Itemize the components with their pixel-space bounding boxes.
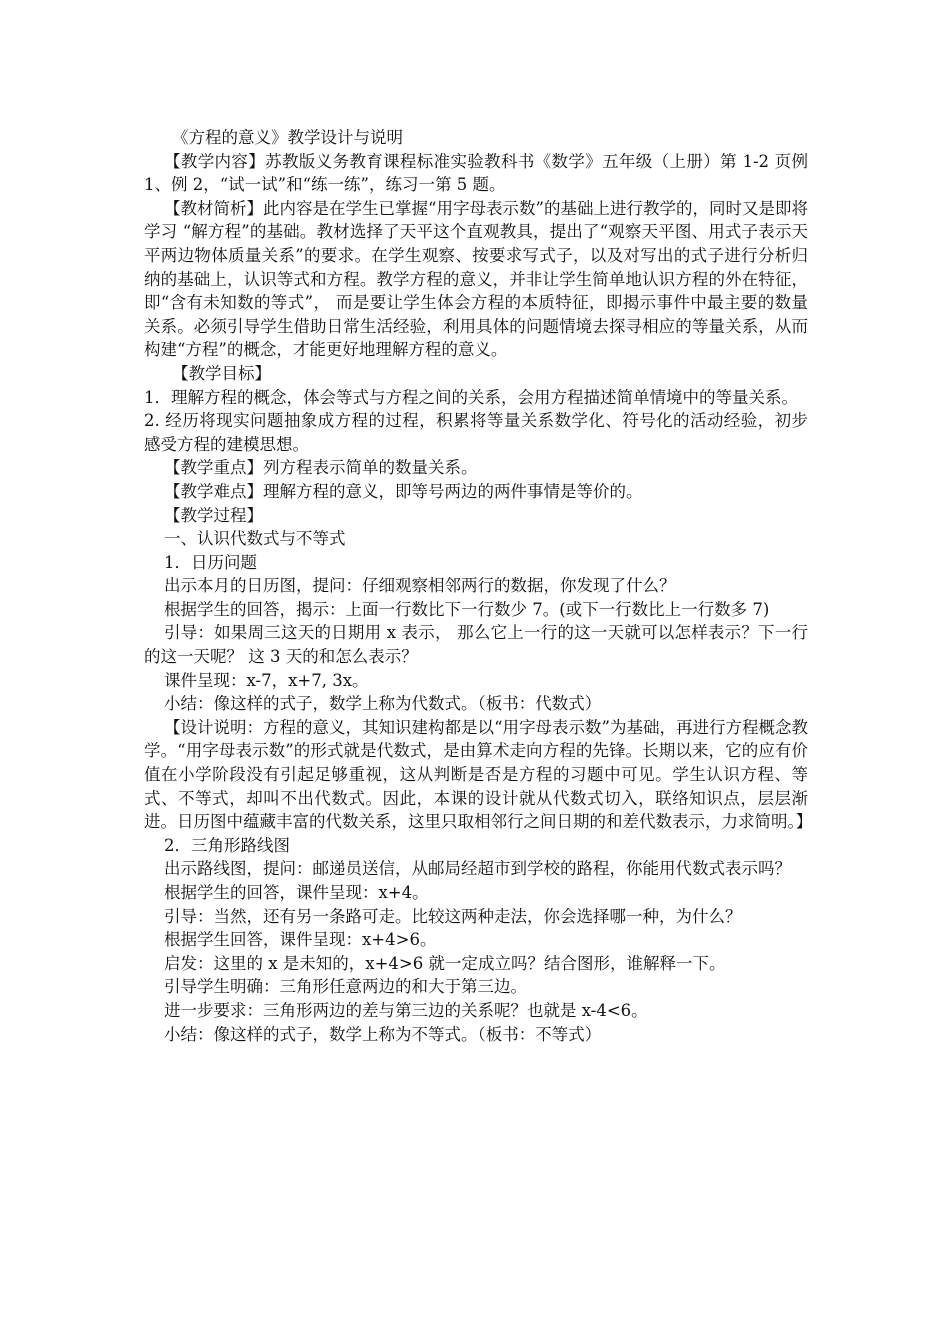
paragraph: 引导：如果周三这天的日期用 x 表示， 那么它上一行的这一天就可以怎样表示？下一行的这一天呢？ 这 3 天的和怎么表示？ (144, 623, 808, 667)
paragraph: 小结：像这样的式子，数学上称为代数式。（板书：代数式） (164, 694, 602, 714)
paragraph: 2．三角形路线图 (164, 835, 290, 855)
paragraph: 1．日历问题 (164, 552, 257, 572)
paragraph: 2. 经历将现实问题抽象成方程的过程，积累将等量关系数学化、符号化的活动经验，初步感受方程的建模思想。 (144, 411, 808, 454)
paragraph: 【教材简析】此内容是在学生已掌握“用字母表示数”的基础上进行教学的，同时又是即将学习 “解方程”的基础。教材选择了天平这个直观教具，提出了“观察天平图、用式子表示天平两边物体质量关系”的要求。在学生观察、按要求写式子，以及对写出的式子进行分析归纳的基础上，认识等式和方程。教学方程的意义，并非让学生简单地认识方程的外在特征，即“含有未知数的等式”， 而是要让学生体会方程的本质特征，即揭示事件中最主要的数量关系。必须引导学生借助日常生活经验，利用具体的问题情境去探寻相应的等量关系，从而构建“方程”的概念，才能更好地理解方程的意义。 (144, 198, 808, 360)
document-title: 《方程的意义》教学设计与说明 (172, 128, 403, 147)
paragraph: 根据学生的回答，揭示：上面一行数比下一行数少 7。(或下一行数比上一行数多 7) (164, 599, 770, 619)
paragraph-list (144, 150, 813, 1047)
paragraph: 出示本月的日历图，提问：仔细观察相邻两行的数据，你发现了什么？ (164, 576, 676, 596)
paragraph: 一、认识代数式与不等式 (164, 529, 346, 549)
paragraph: 1．理解方程的概念，体会等式与方程之间的关系，会用方程描述简单情境中的等量关系。 (144, 387, 798, 407)
paragraph: 【设计说明：方程的意义，其知识建构都是以“用字母表示数”为基础，再进行方程概念教学。“用字母表示数”的形式就是代数式，是由算术走向方程的先锋。长期以来，它的应有价值在小学阶段没有引起足够重视，这从判断是否是方程的习题中可见。学生认识方程、等式、不等式，却叫不出代数式。因此，本课的设计就从代数式切入，联络知识点，层层渐进。日历图中蕴藏丰富的代数关系，这里只取相邻行之间日期的和差代数表示，力求简明。】 (144, 717, 813, 832)
paragraph: 根据学生的回答，课件呈现：x+4。 (164, 883, 429, 902)
paragraph: 引导学生明确：三角形任意两边的和大于第三边。 (164, 977, 527, 997)
paragraph: 【教学难点】理解方程的意义，即等号两边的两件事情是等价的。 (164, 481, 643, 501)
paragraph: 引导：当然，还有另一条路可走。比较这两种走法，你会选择哪一种，为什么？ (164, 906, 742, 926)
paragraph: 【教学重点】列方程表示简单的数量关系。 (164, 458, 478, 478)
paragraph: 进一步要求：三角形两边的差与第三边的关系呢？也就是 x-4<6。 (164, 1000, 648, 1020)
paragraph: 启发：这里的 x 是未知的，x+4>6 就一定成立吗？结合图形，谁解释一下。 (164, 953, 726, 973)
paragraph: 【教学内容】苏教版义务教育课程标准实验教科书《数学》五年级（上册）第 1-2 页例 1、例 2，“试一试”和“练一练”，练习一第 5 题。 (144, 151, 808, 195)
document-body (144, 126, 813, 1046)
paragraph: 课件呈现：x-7，x+7, 3x。 (164, 670, 369, 690)
paragraph: 小结：像这样的式子，数学上称为不等式。（板书：不等式） (164, 1024, 602, 1044)
paragraph: 【教学目标】 (172, 363, 271, 383)
paragraph: 出示路线图，提问：邮递员送信，从邮局经超市到学校的路程，你能用代数式表示吗？ (164, 859, 791, 879)
paragraph: 根据学生回答，课件呈现：x+4>6。 (164, 930, 437, 950)
paragraph: 【教学过程】 (164, 505, 263, 525)
